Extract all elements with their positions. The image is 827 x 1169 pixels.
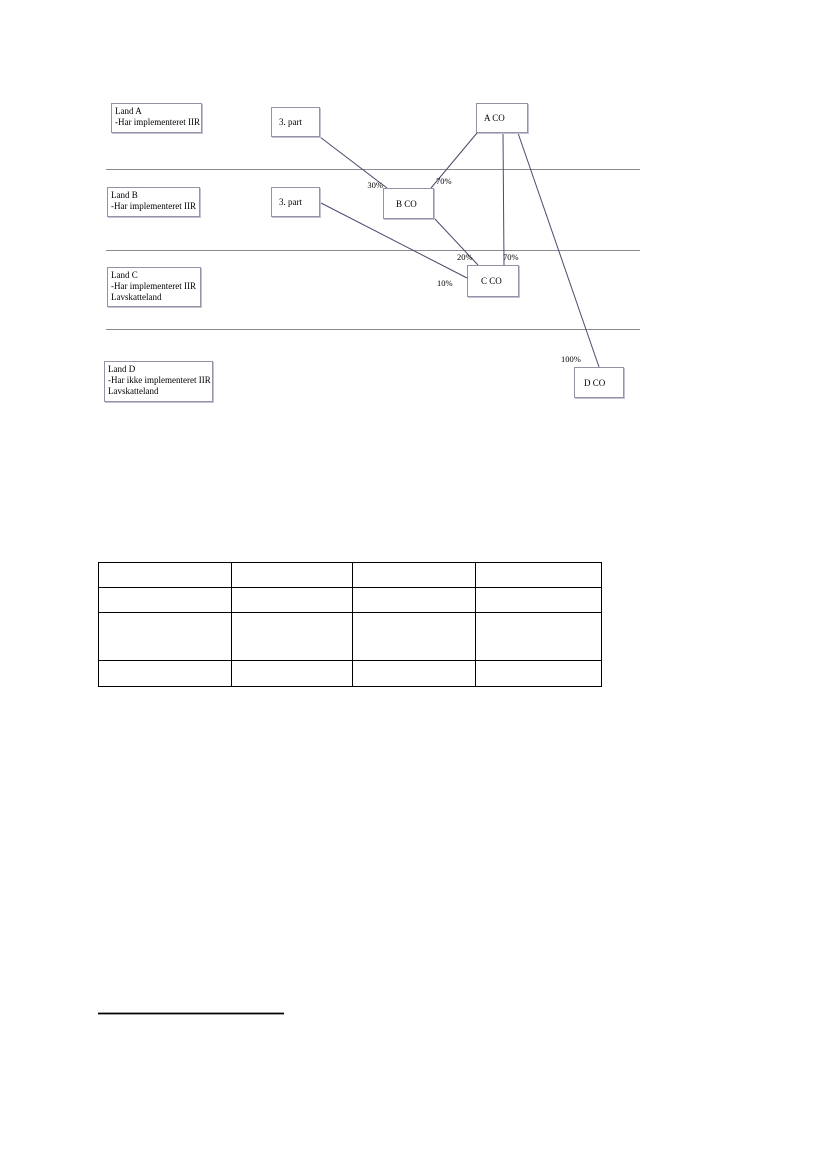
pct-10-thirdparty-cco: 10% [437, 278, 453, 288]
pct-30-thirdparty-bco: 30% [367, 180, 383, 190]
land-c-note2: Lavskatteland [111, 291, 162, 302]
land-d-title: Land D [108, 364, 136, 374]
pct-20-bco-cco: 20% [457, 252, 473, 262]
land-b-note: -Har implementeret IIR [111, 200, 196, 211]
table-cell [99, 588, 232, 613]
land-b-title: Land B [111, 190, 138, 200]
table-row [99, 563, 602, 588]
table-row [99, 613, 602, 661]
table-cell [232, 661, 353, 687]
b-co-box [383, 188, 434, 219]
d-co-box [574, 367, 624, 398]
third-party-a-label: 3. part [279, 117, 302, 127]
third-party-a-box [271, 107, 320, 137]
c-co-label: C CO [481, 276, 502, 286]
table-cell [99, 661, 232, 687]
ownership-line-aco-to-cco [503, 133, 504, 265]
land-c-box [107, 267, 201, 307]
table-cell [353, 613, 476, 661]
table-cell [353, 661, 476, 687]
land-d-note: -Har ikke implementeret IIR [108, 374, 211, 385]
land-d-box [104, 361, 213, 402]
table-cell [99, 613, 232, 661]
land-d-note2: Lavskatteland [108, 385, 159, 396]
table-cell [353, 588, 476, 613]
pct-100-aco-dco: 100% [561, 354, 581, 364]
pct-70-aco-bco: 70% [436, 176, 452, 186]
table-row [99, 661, 602, 687]
table-cell [476, 563, 602, 588]
c-co-box [467, 265, 519, 297]
land-c-title: Land C [111, 270, 138, 280]
table-cell [232, 588, 353, 613]
a-co-label: A CO [484, 113, 505, 123]
third-party-b-box [271, 187, 320, 217]
pct-70-aco-cco: 70% [503, 252, 519, 262]
b-co-label: B CO [396, 198, 417, 209]
table-cell [99, 563, 232, 588]
table-cell [476, 613, 602, 661]
table-cell [353, 563, 476, 588]
land-b-box [107, 187, 200, 217]
table-row [99, 588, 602, 613]
d-co-label: D CO [584, 377, 606, 388]
table-cell [232, 563, 353, 588]
empty-table [98, 562, 602, 687]
third-party-b-label: 3. part [279, 197, 302, 207]
land-c-note: -Har implementeret IIR [111, 280, 196, 291]
a-co-box [476, 103, 528, 133]
land-a-title: Land A [115, 106, 142, 116]
land-a-box [111, 103, 202, 133]
table-cell [476, 588, 602, 613]
table-cell [476, 661, 602, 687]
land-a-note: -Har implementeret IIR [115, 116, 200, 127]
table-cell [232, 613, 353, 661]
